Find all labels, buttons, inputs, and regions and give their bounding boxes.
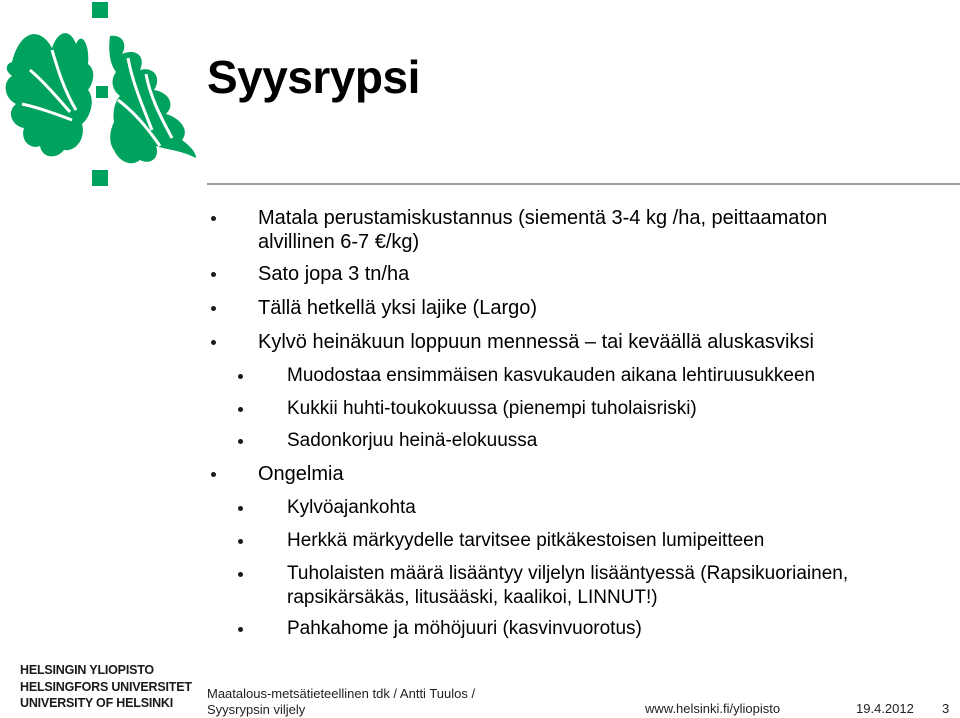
bullet-item <box>258 296 537 320</box>
bullet-text-line: Tällä hetkellä yksi lajike (Largo) <box>258 297 538 319</box>
page-number: 3 <box>942 701 950 716</box>
bullet-text-line: Sadonkorjuu heinä-elokuussa <box>287 430 538 451</box>
footer-department <box>207 686 475 718</box>
bullet-dot-icon <box>238 572 243 577</box>
bullet-item <box>258 330 814 354</box>
footer-presentation-title: Syysrypsin viljely <box>207 702 306 717</box>
bullet-item <box>258 262 409 286</box>
bullet-item <box>287 496 416 520</box>
bullet-text-line: Matala perustamiskustannus (siementä 3-4 kg /ha, peittaamaton <box>258 207 828 229</box>
bullet-dot-icon <box>238 407 243 412</box>
bullet-text-line: Pahkahome ja möhöjuuri (kasvinvuorotus) <box>287 618 642 639</box>
bullet-item <box>287 397 697 421</box>
bullet-dot-icon <box>238 439 243 444</box>
bullet-dot-icon <box>211 472 216 477</box>
university-wordmark <box>20 662 190 712</box>
bullet-text-line: rapsikärsäkäs, litusääski, kaalikoi, LINNUT!) <box>287 587 658 608</box>
bullet-item <box>287 429 537 453</box>
university-flame-logo-icon <box>0 0 205 200</box>
bullet-dot-icon <box>211 216 216 221</box>
footer-department-line: Maatalous-metsätieteellinen tdk / Antti Tuulos / <box>207 686 476 701</box>
bullet-item <box>258 462 344 486</box>
bullet-dot-icon <box>238 627 243 632</box>
bullet-text-line: Kylvö heinäkuun loppuun mennessä – tai keväällä aluskasviksi <box>258 331 814 353</box>
bullet-dot-icon <box>211 340 216 345</box>
bullet-dot-icon <box>238 374 243 379</box>
bullet-text-line: Tuholaisten määrä lisääntyy viljelyn lisääntyessä (Rapsikuoriainen, <box>287 563 849 584</box>
bullet-text-line: Sato jopa 3 tn/ha <box>258 263 410 285</box>
footer-date: 19.4.2012 <box>856 701 914 716</box>
bullet-text-line: alvillinen 6-7 €/kg) <box>258 231 420 253</box>
bullet-item <box>287 562 848 610</box>
slide-title: Syysrypsi <box>207 51 420 103</box>
bullet-dot-icon <box>211 272 216 277</box>
bullet-item <box>287 617 642 641</box>
bullet-text-line: Muodostaa ensimmäisen kasvukauden aikana lehtiruusukkeen <box>287 365 816 386</box>
bullet-dot-icon <box>238 506 243 511</box>
title-divider <box>207 183 960 185</box>
university-name-en: UNIVERSITY OF HELSINKI <box>20 696 174 710</box>
bullet-item <box>258 206 827 254</box>
bullet-text-line: Kukkii huhti-toukokuussa (pienempi tuholaisriski) <box>287 398 697 419</box>
bullet-dot-icon <box>211 306 216 311</box>
university-name-fi: HELSINGIN YLIOPISTO <box>20 663 154 677</box>
footer-url: www.helsinki.fi/yliopisto <box>645 701 781 716</box>
bullet-item <box>287 364 815 388</box>
university-name-sv: HELSINGFORS UNIVERSITET <box>20 679 192 694</box>
bullet-text-line: Kylvöajankohta <box>287 497 416 518</box>
bullet-text-line: Ongelmia <box>258 463 344 485</box>
bullet-item <box>287 529 764 553</box>
bullet-dot-icon <box>238 539 243 544</box>
bullet-text-line: Herkkä märkyydelle tarvitsee pitkäkestoisen lumipeitteen <box>287 530 765 551</box>
